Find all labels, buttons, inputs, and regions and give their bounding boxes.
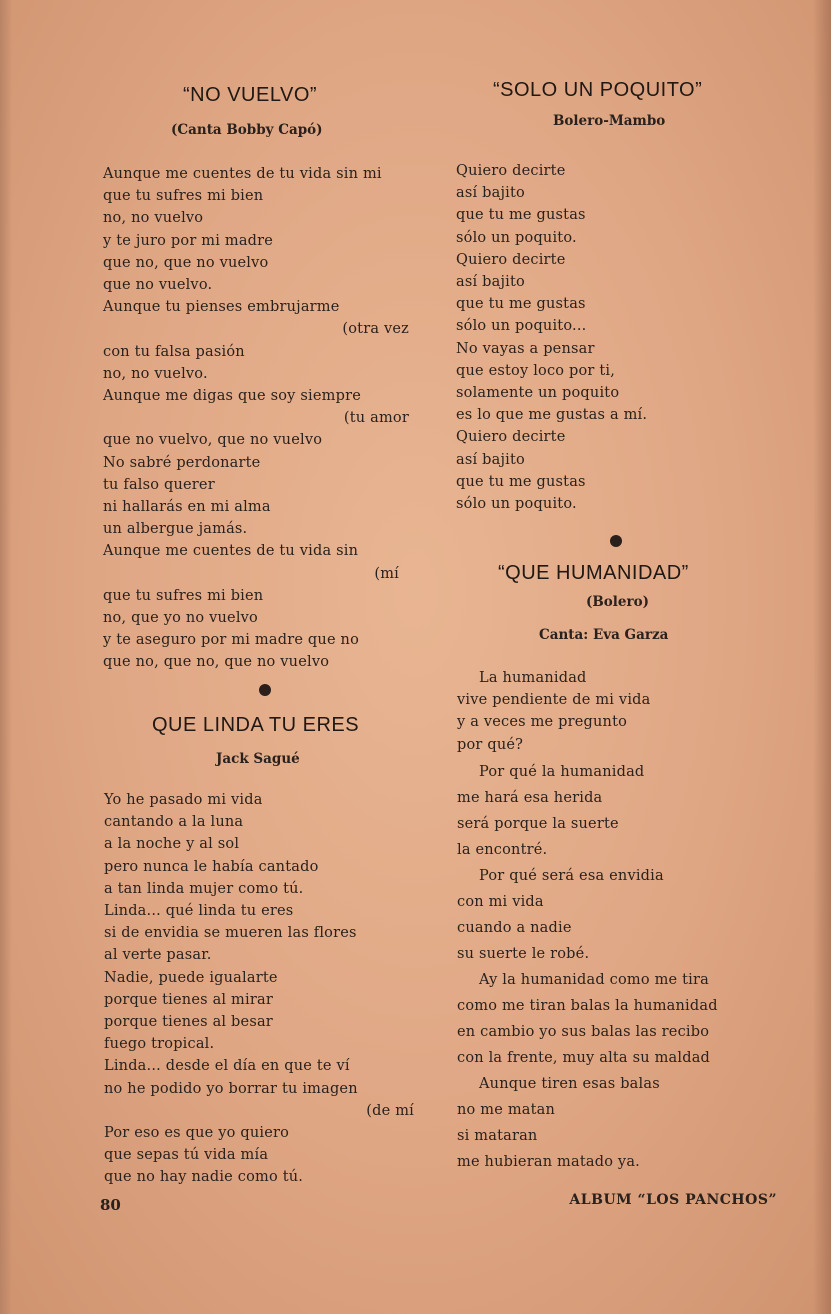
lyric-line: que tu me gustas: [456, 207, 586, 224]
lyric-line: me hubieran matado ya.: [457, 1154, 640, 1170]
lyric-line: que tu me gustas: [456, 473, 586, 490]
lyric-line: si mataran: [457, 1128, 538, 1144]
lyric-line: será porque la suerte: [457, 816, 619, 832]
lyric-line-continuation: (otra vez: [342, 321, 409, 338]
lyric-line: la encontré.: [457, 842, 548, 858]
lyric-line: Por eso es que yo quiero: [104, 1125, 290, 1142]
song-title-no-vuelvo: “NO VUELVO”: [183, 84, 318, 106]
lyric-line: con la frente, muy alta su maldad: [457, 1050, 711, 1066]
lyric-line: me hará esa herida: [457, 790, 603, 806]
lyrics-solo-un-poquito: [456, 160, 756, 515]
lyric-line: como me tiran balas la humanidad: [457, 998, 718, 1014]
lyric-line: que no vuelvo, que no vuelvo: [103, 432, 323, 449]
lyric-line: que sepas tú vida mía: [104, 1147, 269, 1164]
lyric-line: Aunque me cuentes de tu vida sin: [103, 543, 359, 560]
lyric-line: con mi vida: [457, 894, 544, 910]
lyric-line: y a veces me pregunto: [457, 714, 628, 731]
song-title-que-linda-tu-eres: QUE LINDA TU ERES: [152, 714, 360, 736]
lyric-line: cantando a la luna: [104, 814, 244, 831]
lyric-line: sólo un poquito.: [456, 229, 577, 246]
lyric-line: No sabré perdonarte: [103, 454, 261, 471]
page-edge-right: [813, 0, 831, 1314]
lyric-line: Quiero decirte: [456, 251, 566, 268]
lyric-line: que tu me gustas: [456, 296, 586, 313]
lyric-line: que no hay nadie como tú.: [104, 1169, 304, 1186]
lyric-line: porque tienes al mirar: [104, 991, 273, 1008]
lyric-line: sólo un poquito.: [456, 496, 577, 513]
song-title-que-humanidad: “QUE HUMANIDAD”: [498, 562, 689, 584]
lyric-line: Yo he pasado mi vida: [104, 792, 263, 808]
lyric-line: Por qué la humanidad: [479, 764, 645, 780]
lyric-line: que no, que no vuelvo: [103, 254, 269, 271]
lyric-line: Linda... qué linda tu eres: [104, 903, 294, 920]
lyric-line: así bajito: [456, 451, 525, 468]
lyric-line: no me matan: [457, 1102, 556, 1118]
lyric-line: La humanidad: [479, 670, 587, 686]
lyric-line: a tan linda mujer como tú.: [104, 880, 304, 897]
lyrics-que-linda-tu-eres: [104, 789, 414, 1189]
lyric-line: que tu sufres mi bien: [103, 587, 264, 604]
lyric-line: vive pendiente de mi vida: [457, 692, 651, 709]
lyric-line: Nadie, puede igualarte: [104, 969, 278, 986]
album-footer: ALBUM “LOS PANCHOS”: [569, 1192, 777, 1208]
lyric-line: que no vuelvo.: [103, 277, 213, 294]
lyric-line: Quiero decirte: [456, 163, 566, 179]
lyric-line-continuation: (tu amor: [343, 410, 409, 427]
lyric-line: su suerte le robé.: [457, 946, 590, 962]
lyric-line: así bajito: [456, 185, 525, 202]
lyric-line: a la noche y al sol: [104, 836, 240, 853]
page-number: 80: [100, 1196, 121, 1214]
lyric-line: No vayas a pensar: [456, 340, 595, 357]
lyric-line: que no, que no, que no vuelvo: [103, 654, 330, 671]
lyric-line: no, no vuelvo.: [103, 365, 208, 382]
lyric-line: Aunque tiren esas balas: [479, 1076, 660, 1092]
lyric-line: al verte pasar.: [104, 947, 212, 964]
lyric-line: Aunque tu pienses embrujarme: [103, 299, 340, 316]
song-subtitle-que-humanidad: (Bolero): [586, 594, 650, 610]
lyrics-que-humanidad-verses: [457, 759, 797, 1175]
lyrics-que-humanidad: [457, 667, 797, 756]
lyric-line: Ay la humanidad como me tira: [479, 972, 709, 988]
lyric-line: por qué?: [457, 736, 524, 753]
lyric-line: no, no vuelvo: [103, 210, 204, 227]
page-edge-left: [0, 0, 12, 1314]
lyric-line: no he podido yo borrar tu imagen: [104, 1080, 358, 1097]
lyric-line: que tu sufres mi bien: [103, 188, 264, 205]
section-bullet: [610, 535, 622, 547]
lyric-line: en cambio yo sus balas las recibo: [457, 1024, 710, 1040]
lyric-line: tu falso querer: [103, 476, 215, 493]
lyric-line: no, que yo no vuelvo: [103, 610, 258, 627]
lyric-line: un albergue jamás.: [103, 521, 248, 538]
lyric-line: Por qué será esa envidia: [479, 868, 664, 884]
lyric-line: fuego tropical.: [104, 1036, 215, 1053]
song-subtitle-que-linda-tu-eres: Jack Sagué: [216, 751, 300, 767]
lyric-line: pero nunca le había cantado: [104, 858, 319, 875]
lyric-line: que estoy loco por ti,: [456, 362, 616, 379]
lyric-line-continuation: (de mí: [366, 1102, 414, 1119]
lyric-line: sólo un poquito...: [456, 318, 587, 335]
lyric-line: Linda... desde el día en que te ví: [104, 1058, 350, 1075]
lyric-line: así bajito: [456, 274, 525, 291]
song-title-solo-un-poquito: “SOLO UN POQUITO”: [493, 79, 703, 101]
lyric-line: porque tienes al besar: [104, 1014, 273, 1031]
lyric-line: Quiero decirte: [456, 429, 566, 446]
lyric-line: Aunque me digas que soy siempre: [103, 388, 361, 405]
song-subtitle-no-vuelvo: (Canta Bobby Capó): [171, 122, 323, 138]
lyric-line: si de envidia se mueren las flores: [104, 925, 357, 942]
section-bullet: [259, 684, 271, 696]
lyric-line: ni hallarás en mi alma: [103, 499, 271, 516]
lyric-line: y te juro por mi madre: [103, 232, 274, 249]
song-subtitle-solo-un-poquito: Bolero-Mambo: [553, 113, 666, 129]
lyrics-no-vuelvo: [103, 163, 423, 674]
lyric-line: Aunque me cuentes de tu vida sin mi: [103, 166, 382, 182]
lyric-line: y te aseguro por mi madre que no: [103, 632, 360, 649]
song-singer-que-humanidad: Canta: Eva Garza: [539, 627, 669, 643]
lyric-line: es lo que me gustas a mí.: [456, 407, 648, 424]
lyric-line: con tu falsa pasión: [103, 343, 245, 360]
lyric-line-continuation: (mí: [374, 565, 399, 582]
lyric-line: solamente un poquito: [456, 385, 620, 402]
lyric-line: cuando a nadie: [457, 920, 572, 936]
